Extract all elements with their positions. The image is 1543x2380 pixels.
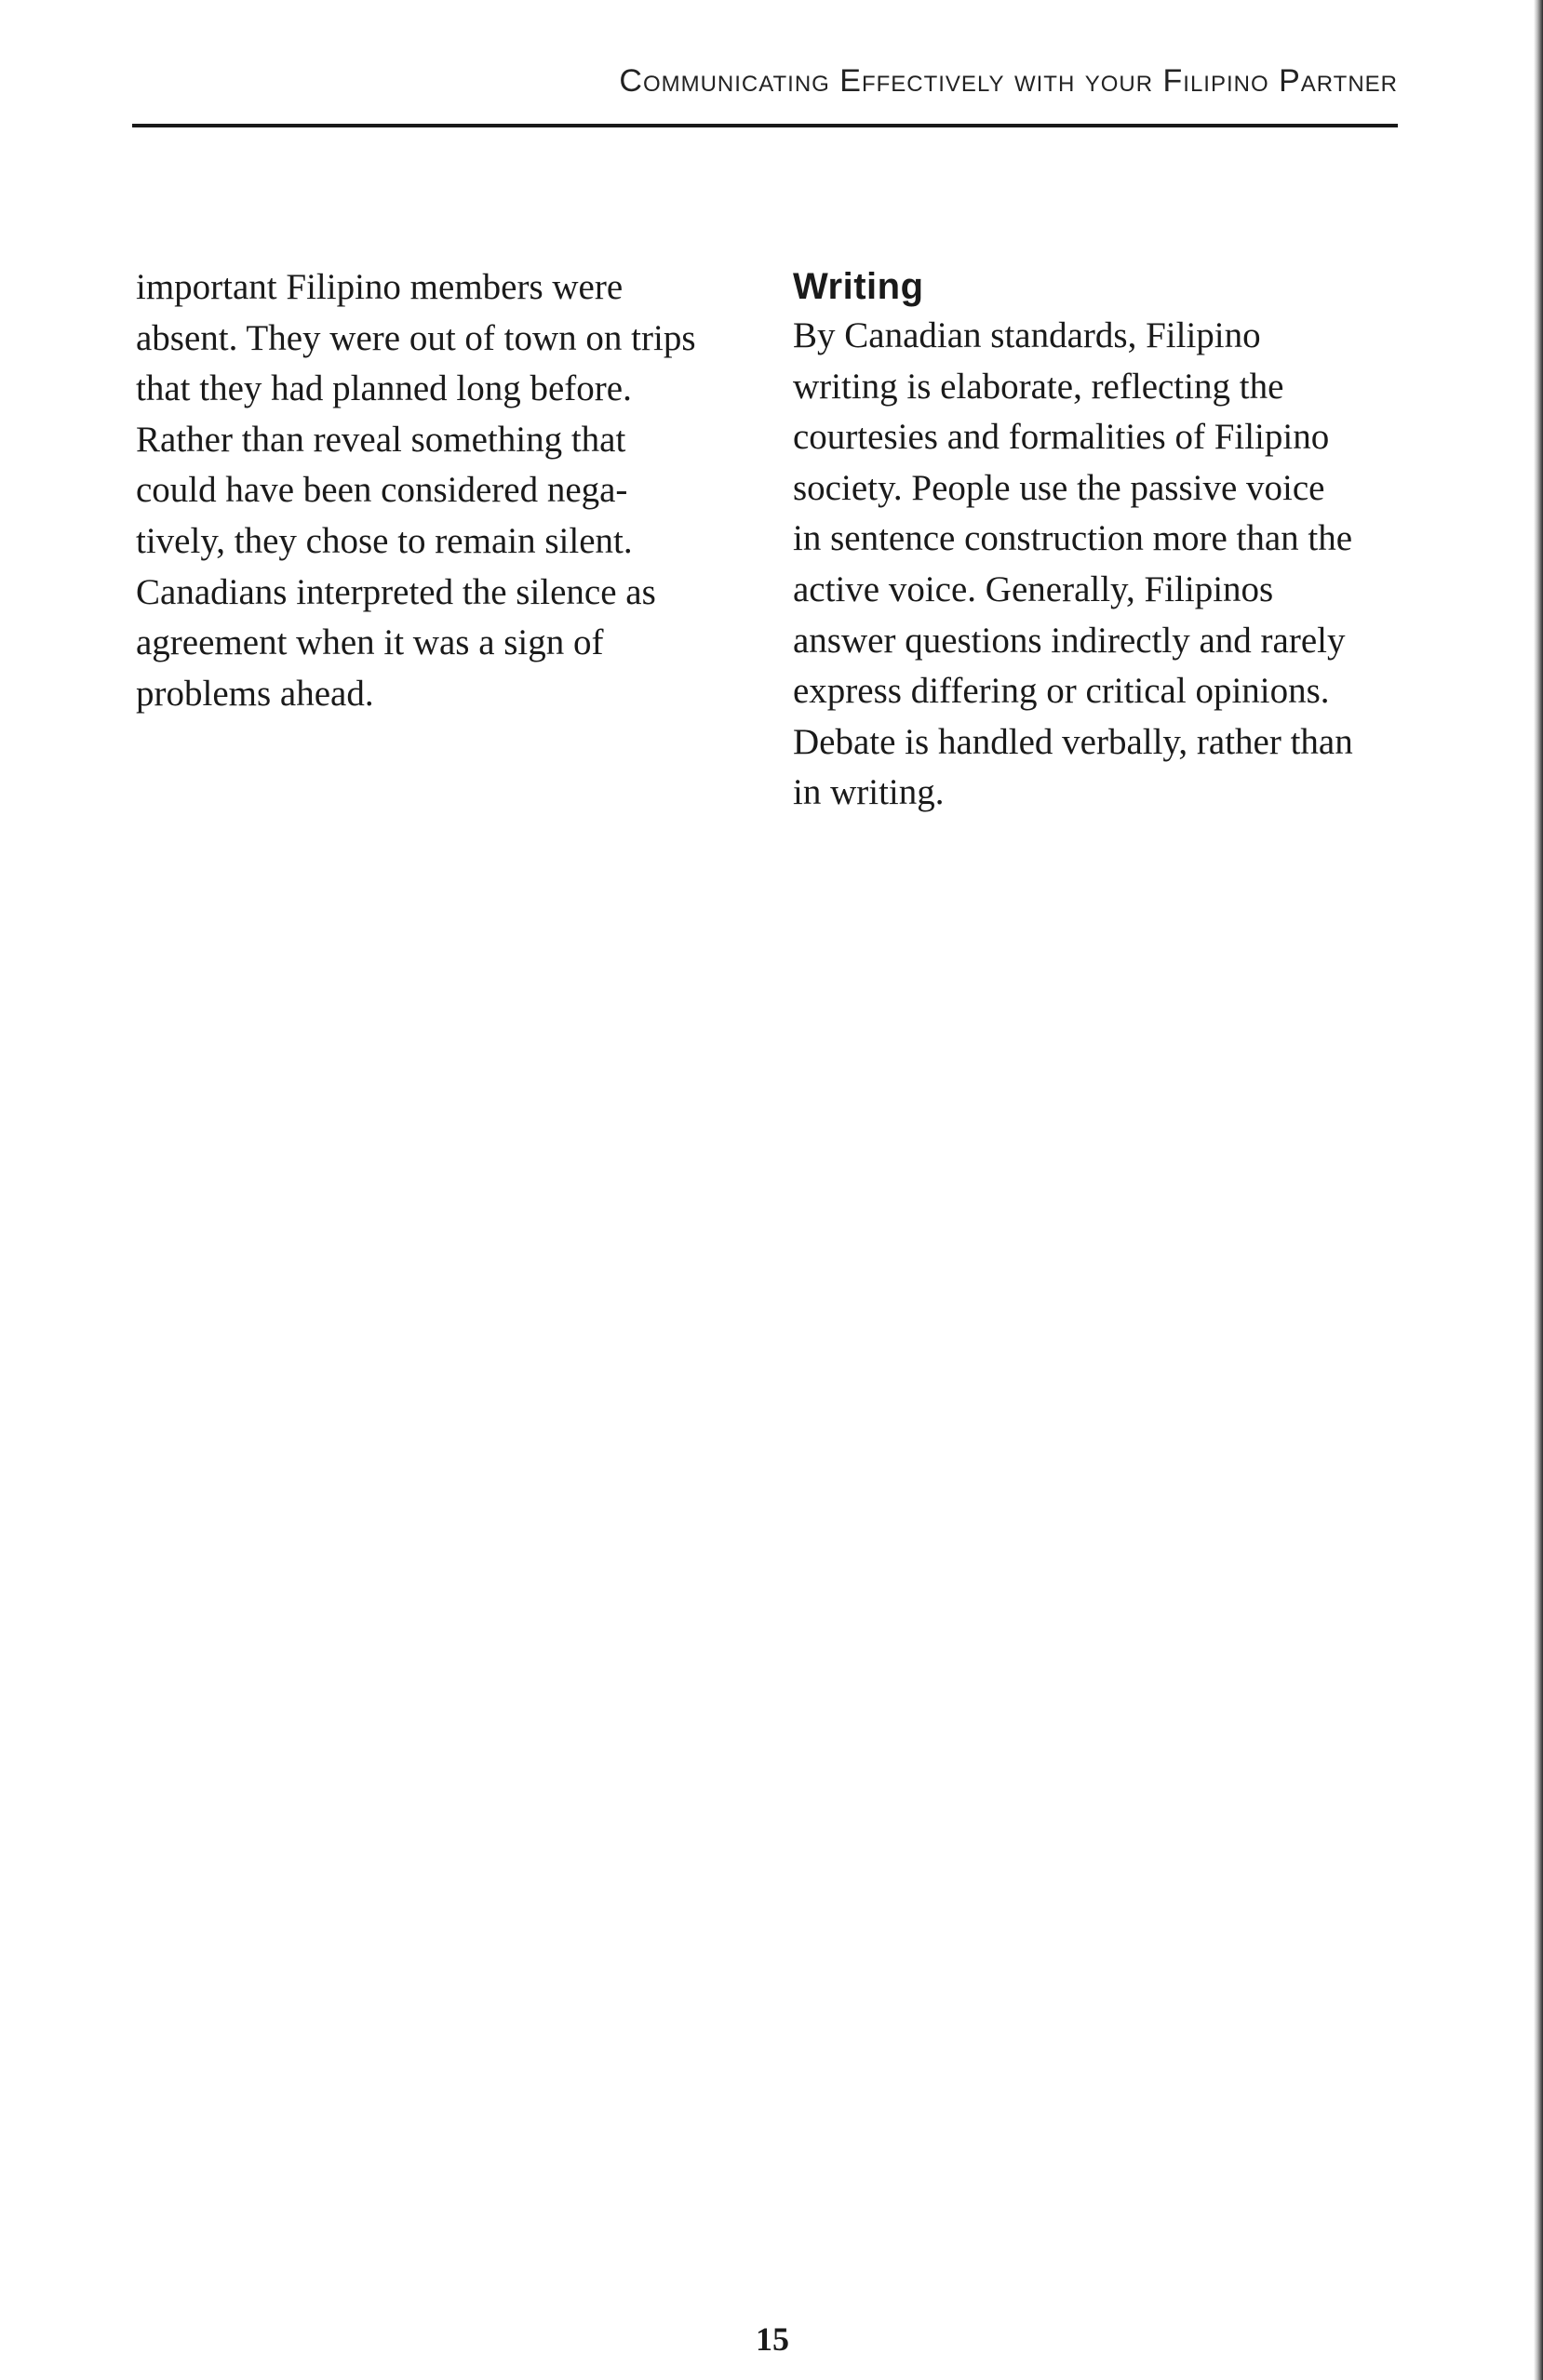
scan-binding-edge [1534,0,1543,2380]
left-body-paragraph: important Filipino members were absent. They were out of town on trips that they had planned long before. Rather than reveal something that could have been considered nega- tively, they chose to remain silent. Canadians interpreted the silence as agreement when it was a sign of problems ahead. [136,267,696,714]
right-column [793,262,1407,819]
right-body-paragraph: By Canadian standards, Filipino writing is elaborate, reflecting the courtesies and formalities of Filipino society. People use the passive voice in sentence construction more than the active voice. Generally, Filipinos answer questions indirectly and rarely express differing or critical opinions. Debate is handled verbally, rather than in writing. [793,315,1353,813]
running-header: Communicating Effectively with your Filipino Partner [619,63,1398,99]
left-column [136,262,750,719]
header-rule [132,124,1398,127]
section-heading: Writing [793,266,924,307]
page-number: 15 [756,2320,789,2358]
